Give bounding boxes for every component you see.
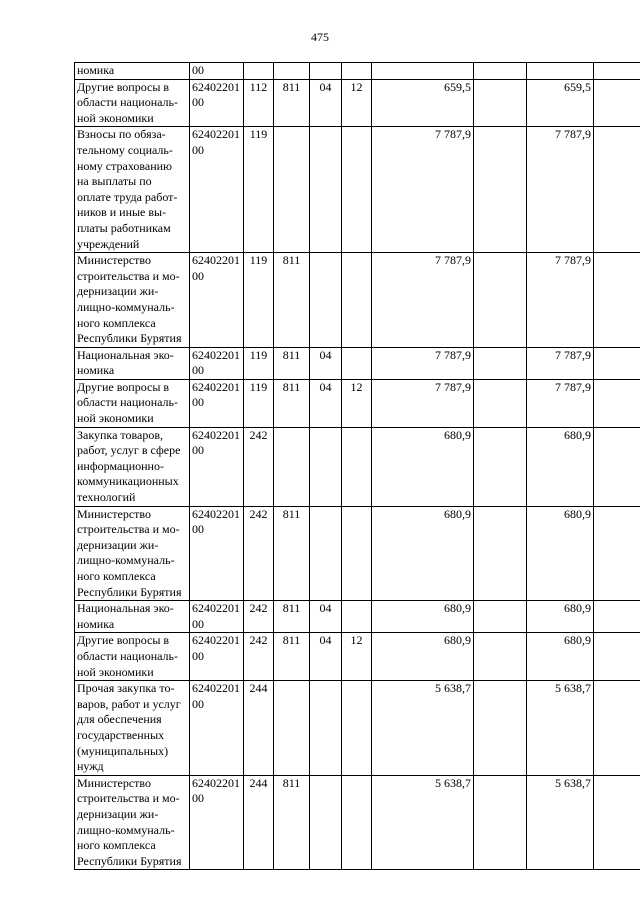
table-row [75,633,640,681]
extra-cell [474,253,527,348]
subsection-cell [342,427,372,506]
expense-type-cell: 119 [244,347,274,379]
ministry-code-cell: 811 [274,506,310,601]
amount-total-cell: 680,9 [527,601,594,633]
budget-table [74,62,640,870]
item-name-cell: Другие вопросы в области националь- ной экономики [75,379,190,427]
extra-cell [474,127,527,253]
ministry-code-cell: 811 [274,379,310,427]
subsection-cell: 12 [342,79,372,127]
extra-cell [474,79,527,127]
ministry-code-cell [274,427,310,506]
item-name-cell: Прочая закупка то- варов, работ и услуг для обеспечения государственных (муниципальных) нужд [75,681,190,776]
extra-cell-2 [594,379,640,427]
amount-total-cell: 5 638,7 [527,775,594,870]
target-code-cell: 62402201 00 [190,633,244,681]
target-code-cell: 62402201 00 [190,601,244,633]
ministry-code-cell: 811 [274,347,310,379]
expense-type-cell: 242 [244,427,274,506]
target-code-cell: 62402201 00 [190,379,244,427]
ministry-code-cell [274,681,310,776]
expense-type-cell: 119 [244,127,274,253]
item-name-cell: Министерство строительства и мо- дернизации жи- лищно-коммуналь- ного комплекса Республики Бурятия [75,506,190,601]
expense-type-cell: 242 [244,633,274,681]
section-cell [310,63,342,80]
extra-cell [474,379,527,427]
table-row [75,427,640,506]
amount-total-cell: 680,9 [527,633,594,681]
expense-type-cell: 119 [244,253,274,348]
amount-total-cell: 680,9 [527,427,594,506]
extra-cell-2 [594,427,640,506]
amount-cell [372,63,474,80]
expense-type-cell: 112 [244,79,274,127]
section-cell [310,506,342,601]
item-name-cell: Национальная эко- номика [75,347,190,379]
amount-cell: 5 638,7 [372,775,474,870]
target-code-cell: 62402201 00 [190,127,244,253]
ministry-code-cell: 811 [274,253,310,348]
extra-cell [474,63,527,80]
target-code-cell: 62402201 00 [190,79,244,127]
amount-cell: 680,9 [372,633,474,681]
amount-cell: 7 787,9 [372,253,474,348]
subsection-cell [342,347,372,379]
subsection-cell [342,253,372,348]
table-row [75,347,640,379]
extra-cell [474,633,527,681]
amount-cell: 680,9 [372,427,474,506]
amount-total-cell: 7 787,9 [527,253,594,348]
table-row [75,601,640,633]
item-name-cell: Министерство строительства и мо- дернизации жи- лищно-коммуналь- ного комплекса Республики Бурятия [75,253,190,348]
subsection-cell [342,601,372,633]
target-code-cell: 00 [190,63,244,80]
amount-total-cell: 680,9 [527,506,594,601]
item-name-cell: номика [75,63,190,80]
extra-cell-2 [594,633,640,681]
expense-type-cell: 242 [244,506,274,601]
amount-cell: 7 787,9 [372,379,474,427]
subsection-cell [342,681,372,776]
subsection-cell [342,506,372,601]
section-cell: 04 [310,347,342,379]
extra-cell-2 [594,79,640,127]
ministry-code-cell [274,63,310,80]
ministry-code-cell [274,127,310,253]
amount-total-cell: 7 787,9 [527,347,594,379]
subsection-cell [342,775,372,870]
section-cell: 04 [310,633,342,681]
subsection-cell [342,127,372,253]
table-body [75,63,640,870]
target-code-cell: 62402201 00 [190,347,244,379]
page-number: 475 [311,30,329,44]
extra-cell-2 [594,601,640,633]
table-row [75,253,640,348]
table-row [75,63,640,80]
subsection-cell [342,63,372,80]
amount-cell: 7 787,9 [372,127,474,253]
amount-cell: 7 787,9 [372,347,474,379]
extra-cell [474,347,527,379]
table-row [75,379,640,427]
amount-total-cell [527,63,594,80]
ministry-code-cell: 811 [274,775,310,870]
extra-cell-2 [594,63,640,80]
ministry-code-cell: 811 [274,633,310,681]
expense-type-cell: 119 [244,379,274,427]
extra-cell-2 [594,127,640,253]
section-cell [310,681,342,776]
target-code-cell: 62402201 00 [190,681,244,776]
item-name-cell: Министерство строительства и мо- дернизации жи- лищно-коммуналь- ного комплекса Республики Бурятия [75,775,190,870]
table-row [75,127,640,253]
amount-total-cell: 7 787,9 [527,379,594,427]
section-cell: 04 [310,379,342,427]
extra-cell [474,506,527,601]
extra-cell-2 [594,506,640,601]
extra-cell [474,775,527,870]
amount-cell: 680,9 [372,601,474,633]
table-row [75,681,640,776]
section-cell [310,127,342,253]
extra-cell-2 [594,253,640,348]
target-code-cell: 62402201 00 [190,506,244,601]
extra-cell [474,681,527,776]
ministry-code-cell: 811 [274,79,310,127]
subsection-cell: 12 [342,379,372,427]
expense-type-cell: 244 [244,681,274,776]
amount-total-cell: 659,5 [527,79,594,127]
amount-total-cell: 5 638,7 [527,681,594,776]
extra-cell [474,601,527,633]
target-code-cell: 62402201 00 [190,775,244,870]
section-cell: 04 [310,601,342,633]
expense-type-cell: 242 [244,601,274,633]
amount-cell: 5 638,7 [372,681,474,776]
amount-cell: 659,5 [372,79,474,127]
item-name-cell: Закупка товаров, работ, услуг в сфере информационно- коммуникационных технологий [75,427,190,506]
expense-type-cell: 244 [244,775,274,870]
item-name-cell: Другие вопросы в области националь- ной экономики [75,79,190,127]
section-cell: 04 [310,79,342,127]
extra-cell-2 [594,681,640,776]
expense-type-cell [244,63,274,80]
section-cell [310,427,342,506]
item-name-cell: Взносы по обяза- тельному социаль- ному страхованию на выплаты по оплате труда работ- ников и иные вы- платы работникам учреждений [75,127,190,253]
subsection-cell: 12 [342,633,372,681]
item-name-cell: Национальная эко- номика [75,601,190,633]
section-cell [310,775,342,870]
table-row [75,775,640,870]
table-row [75,506,640,601]
item-name-cell: Другие вопросы в области националь- ной экономики [75,633,190,681]
section-cell [310,253,342,348]
extra-cell [474,427,527,506]
target-code-cell: 62402201 00 [190,427,244,506]
extra-cell-2 [594,775,640,870]
table-row [75,79,640,127]
target-code-cell: 62402201 00 [190,253,244,348]
extra-cell-2 [594,347,640,379]
amount-cell: 680,9 [372,506,474,601]
ministry-code-cell: 811 [274,601,310,633]
amount-total-cell: 7 787,9 [527,127,594,253]
